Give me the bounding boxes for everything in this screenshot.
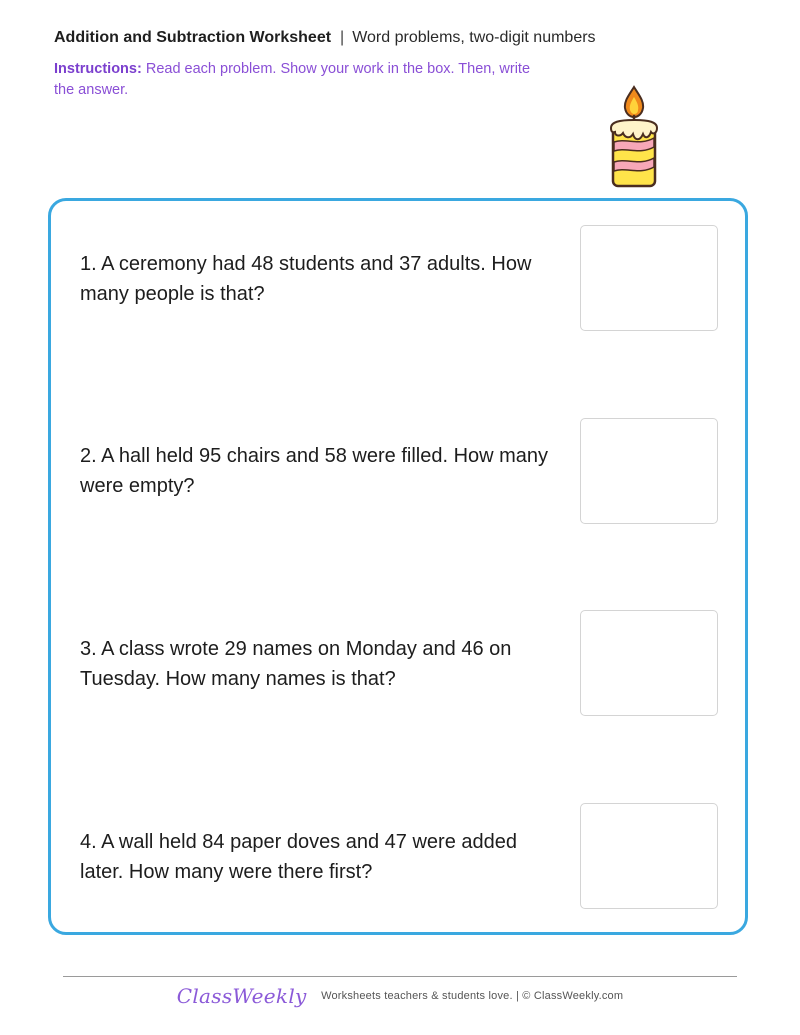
answer-box-2[interactable] <box>580 418 718 524</box>
candle-icon <box>602 84 666 190</box>
worksheet-title: Addition and Subtraction Worksheet <box>54 29 332 46</box>
problem-3: 3. A class wrote 29 names on Monday and 46 on Tuesday. How many names is that? <box>80 638 512 690</box>
answer-box-1[interactable] <box>580 225 718 331</box>
problem-1: 1. A ceremony had 48 students and 37 adults. How many people is that? <box>80 253 532 305</box>
brand-logo: ClassWeekly <box>176 984 307 1008</box>
answer-box-4[interactable] <box>580 803 718 909</box>
instructions-lead: Instructions: <box>54 61 142 77</box>
worksheet-subtitle: Word problems, two-digit numbers <box>352 29 596 46</box>
footer-tagline: Worksheets teachers & students love. | © ClassWeekly.com <box>321 990 624 1002</box>
worksheet-header <box>54 28 596 48</box>
problem-4: 4. A wall held 84 paper doves and 47 were added later. How many were there first? <box>80 831 517 883</box>
footer-divider <box>63 976 737 977</box>
instructions-text: Read each problem. Show your work in the box. Then, write the answer. <box>54 61 531 98</box>
answer-box-3[interactable] <box>580 610 718 716</box>
footer <box>0 984 800 1008</box>
instructions <box>54 59 534 101</box>
problem-2: 2. A hall held 95 chairs and 58 were filled. How many were empty? <box>80 445 549 497</box>
title-separator: | <box>340 29 345 46</box>
